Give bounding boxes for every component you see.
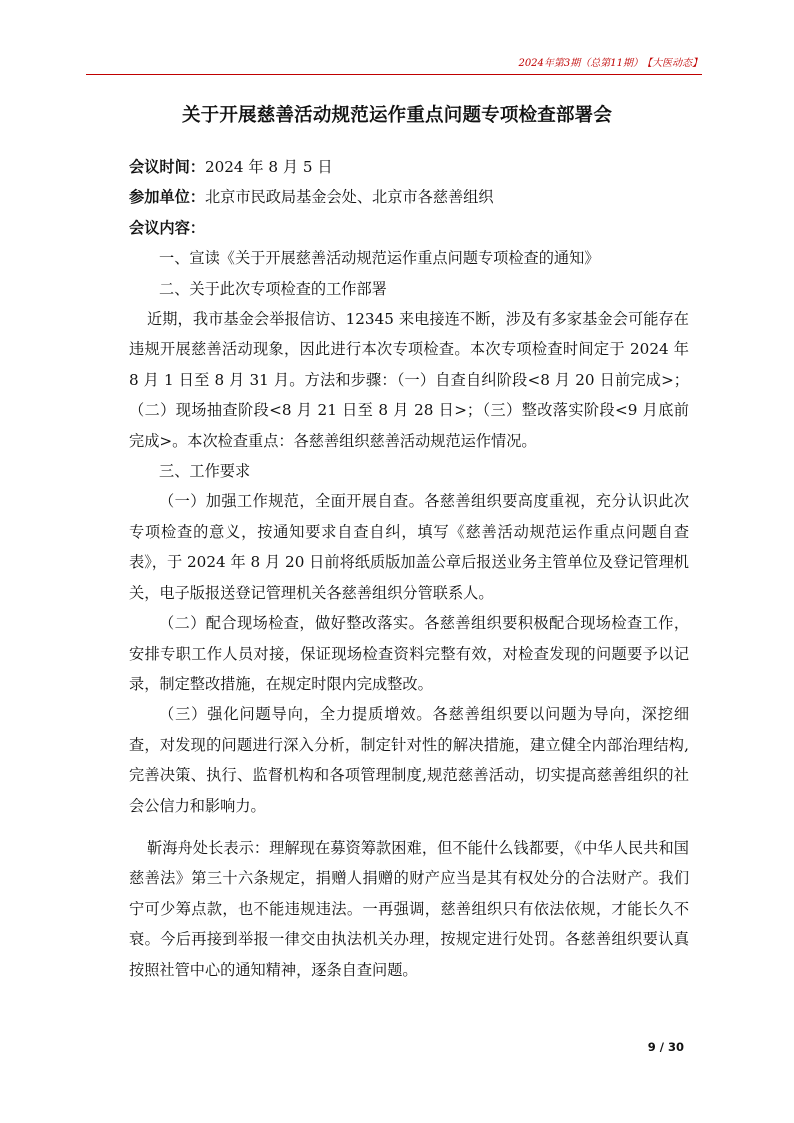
meeting-content-row bbox=[129, 213, 689, 243]
participants-row bbox=[129, 182, 689, 212]
page-number: 9 / 30 bbox=[647, 1040, 684, 1054]
document-body bbox=[129, 152, 689, 985]
director-remarks: 靳海舟处长表示：理解现在募资筹款困难，但不能什么钱都要，《中华人民共和国慈善法》第三十六条规定，捐赠人捐赠的财产应当是其有权处分的合法财产。我们宁可少筹点款，也不能违规违法。一再强调，慈善组织只有依法依规，才能长久不衰。今后再接到举报一律交由执法机关办理，按规定进行处罚。各慈善组织要认真按照社管中心的通知精神，逐条自查问题。 bbox=[129, 838, 689, 979]
meeting-content-label: 会议内容： bbox=[129, 218, 205, 237]
meeting-time-row bbox=[129, 152, 689, 182]
header-issue: 2024年第3期（总第11期） bbox=[518, 58, 643, 69]
agenda-item-1: 一、宣读《关于开展慈善活动规范运作重点问题专项检查的通知》 bbox=[159, 249, 600, 268]
page-title: 关于开展慈善活动规范运作重点问题专项检查部署会 bbox=[181, 105, 613, 126]
participants-label: 参加单位： bbox=[129, 188, 205, 207]
agenda-item-3: 三、工作要求 bbox=[159, 462, 251, 481]
deployment-paragraph: 近期，我市基金会举报信访、12345 来电接连不断，涉及有多家基金会可能存在违规开展慈善活动现象，因此进行本次专项检查。本次专项检查时间定于 2024 年 8 月 1 日至 8 月 31 月。方法和步骤：（一）自查自纠阶段<8 月 20 日前完成>；（二）现场抽查阶段<8 月 21 日至 8 月 28 日>；（三）整改落实阶段<9 月底前完成>。本次检查重点：各慈善组织慈善活动规范运作情况。 bbox=[129, 310, 689, 450]
running-header bbox=[86, 54, 702, 75]
paragraph-gap bbox=[129, 821, 689, 833]
meeting-time-label: 会议时间： bbox=[129, 158, 205, 176]
requirement-3: （三）强化问题导向，全力提质增效。各慈善组织要以问题为导向，深挖细查，对发现的问题进行深入分析，制定针对性的解决措施，建立健全内部治理结构,完善决策、执行、监督机构和各项管理制度,规范慈善活动，切实提高慈善组织的社会公信力和影响力。 bbox=[129, 705, 689, 815]
participants-value: 北京市民政局基金会处、北京市各慈善组织 bbox=[204, 188, 494, 207]
requirement-2: （二）配合现场检查，做好整改落实。各慈善组织要积极配合现场检查工作，安排专职工作人员对接，保证现场检查资料完整有效，对检查发现的问题要予以记录，制定整改措施，在规定时限内完成整改。 bbox=[129, 614, 689, 693]
meeting-time-value: 2024 年 8 月 5 日 bbox=[204, 158, 333, 176]
header-section: 【大医动态】 bbox=[647, 58, 702, 69]
agenda-item-2: 二、关于此次专项检查的工作部署 bbox=[159, 279, 387, 298]
requirement-1: （一）加强工作规范，全面开展自查。各慈善组织要高度重视，充分认识此次专项检查的意义，按通知要求自查自纠，填写《慈善活动规范运作重点问题自查表》，于 2024 年 8 月 20 日前将纸质版加盖公章后报送业务主管单位及登记管理机关，电子版报送登记管理机关各慈善组织分管联系人。 bbox=[129, 492, 689, 602]
